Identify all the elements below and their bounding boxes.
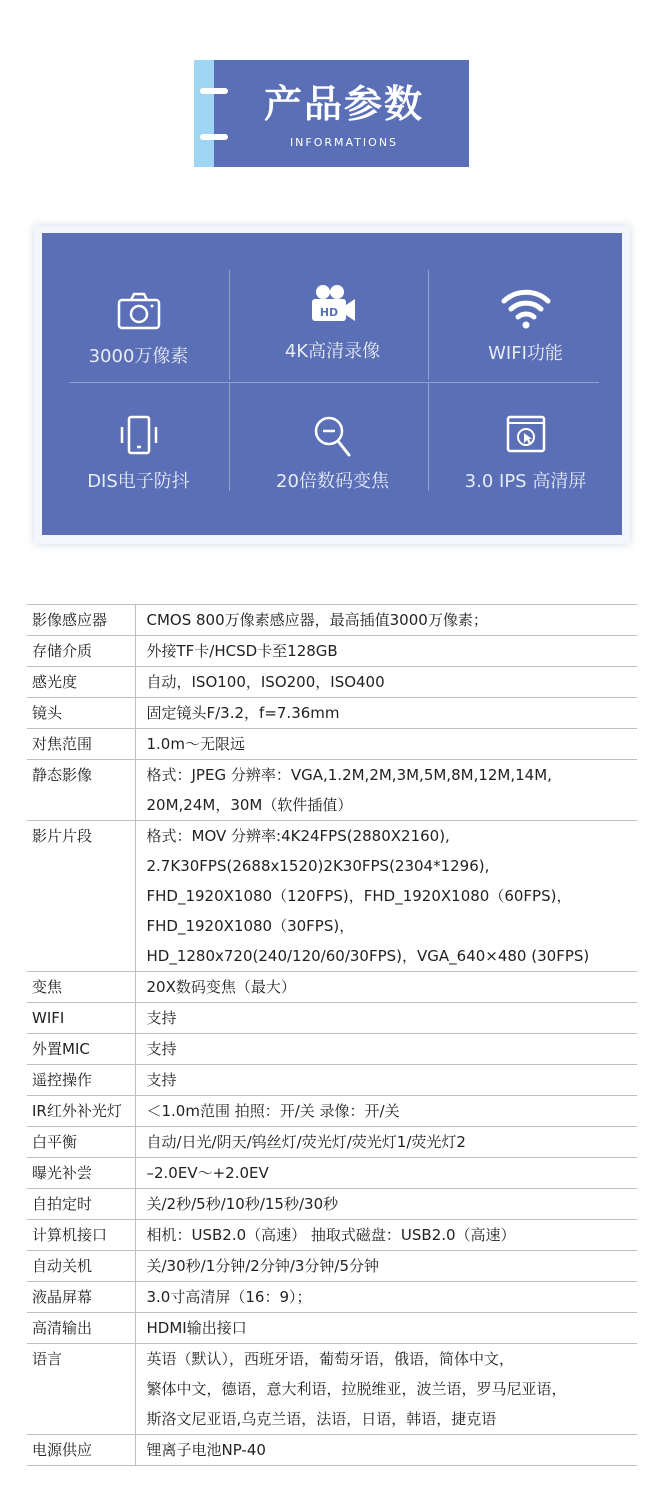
- spec-value: 20X数码变焦（最大）: [135, 972, 637, 1003]
- zoom-magnifier-icon: [303, 413, 363, 459]
- banner-hook-top: [200, 88, 228, 94]
- spec-key: 高清输出: [27, 1313, 135, 1344]
- feature-label: 3000万像素: [88, 346, 189, 367]
- banner-hook-bottom: [200, 134, 228, 140]
- banner-accent-strip: [194, 60, 214, 167]
- spec-row: [27, 698, 637, 729]
- spec-key: 计算机接口: [27, 1220, 135, 1251]
- feature-4k-video: [236, 283, 429, 363]
- spec-row: [27, 972, 637, 1003]
- spec-value: 相机：USB2.0（高速） 抽取式磁盘：USB2.0（高速）: [135, 1220, 637, 1251]
- spec-key: 影片片段: [27, 821, 135, 972]
- spec-key: 变焦: [27, 972, 135, 1003]
- spec-key: 电源供应: [27, 1435, 135, 1466]
- spec-key: 对焦范围: [27, 729, 135, 760]
- spec-row: [27, 1158, 637, 1189]
- spec-row: [27, 1127, 637, 1158]
- feature-label: 4K高清录像: [284, 341, 381, 362]
- spec-row: [27, 1003, 637, 1034]
- divider: [69, 382, 599, 383]
- spec-key: 语言: [27, 1344, 135, 1435]
- spec-row: [27, 1313, 637, 1344]
- spec-value: 锂离子电池NP-40: [135, 1435, 637, 1466]
- page-subtitle: INFORMATIONS: [289, 136, 399, 149]
- hd-video-camera-icon: [303, 283, 363, 329]
- spec-row: [27, 1096, 637, 1127]
- spec-value: 格式：MOV 分辨率:4K24FPS(2880X2160), 2.7K30FPS(2688x1520)2K30FPS(2304*1296), FHD_1920X1080（120FPS)，FHD_1920X1080（60FPS)， FHD_1920X1080（30FPS)， HD_1280x720(240/120/60/30FPS)，VGA_640×480 (30FPS): [135, 821, 637, 972]
- spec-key: WIFI: [27, 1003, 135, 1034]
- phone-shake-icon: [109, 413, 169, 459]
- spec-key: 镜头: [27, 698, 135, 729]
- spec-key: 影像感应器: [27, 605, 135, 636]
- spec-value: 支持: [135, 1003, 637, 1034]
- spec-row: [27, 1435, 637, 1466]
- feature-digital-zoom: [236, 413, 429, 493]
- spec-row: [27, 1220, 637, 1251]
- feature-label: WIFI功能: [488, 343, 563, 364]
- spec-key: 遥控操作: [27, 1065, 135, 1096]
- spec-value: 关/30秒/1分钟/2分钟/3分钟/5分钟: [135, 1251, 637, 1282]
- spec-value: ＜1.0m范围 拍照：开/关 录像：开/关: [135, 1096, 637, 1127]
- spec-value: 3.0寸高清屏（16：9）；: [135, 1282, 637, 1313]
- spec-value: CMOS 800万像素感应器，最高插值3000万像素；: [135, 605, 637, 636]
- page-title: 产品参数: [263, 81, 424, 126]
- feature-wifi: [429, 285, 622, 365]
- camera-icon: [109, 288, 169, 334]
- header-banner: [194, 60, 469, 167]
- spec-key: 白平衡: [27, 1127, 135, 1158]
- spec-value: 固定镜头F/3.2，f=7.36mm: [135, 698, 637, 729]
- feature-megapixels: [42, 288, 235, 368]
- spec-row: [27, 1189, 637, 1220]
- feature-label: DIS电子防抖: [87, 471, 190, 492]
- svg-text:HD: HD: [319, 306, 338, 319]
- spec-row: [27, 821, 637, 972]
- feature-stabilization: [42, 413, 235, 493]
- spec-row: [27, 605, 637, 636]
- spec-key: 曝光补尝: [27, 1158, 135, 1189]
- spec-row: [27, 1344, 637, 1435]
- spec-row: [27, 1251, 637, 1282]
- spec-key: 自动关机: [27, 1251, 135, 1282]
- spec-row: [27, 1065, 637, 1096]
- touch-screen-icon: [496, 413, 556, 459]
- spec-row: [27, 760, 637, 821]
- spec-key: 感光度: [27, 667, 135, 698]
- spec-value: 支持: [135, 1065, 637, 1096]
- spec-value: 自动，ISO100，ISO200，ISO400: [135, 667, 637, 698]
- spec-value: 外接TF卡/HCSD卡至128GB: [135, 636, 637, 667]
- spec-value: 支持: [135, 1034, 637, 1065]
- spec-table-body: [27, 605, 637, 1466]
- spec-row: [27, 667, 637, 698]
- spec-table: [27, 604, 637, 1466]
- spec-row: [27, 729, 637, 760]
- feature-panel: [42, 233, 622, 535]
- spec-key: 外置MIC: [27, 1034, 135, 1065]
- spec-value: 自动/日光/阴天/钨丝灯/荧光灯/荧光灯1/荧光灯2: [135, 1127, 637, 1158]
- spec-value: 关/2秒/5秒/10秒/15秒/30秒: [135, 1189, 637, 1220]
- spec-row: [27, 1282, 637, 1313]
- spec-value: HDMI输出接口: [135, 1313, 637, 1344]
- spec-row: [27, 1034, 637, 1065]
- spec-key: IR红外补光灯: [27, 1096, 135, 1127]
- feature-label: 20倍数码变焦: [276, 471, 389, 492]
- spec-value: 格式：JPEG 分辨率：VGA,1.2M,2M,3M,5M,8M,12M,14M, 20M,24M，30M（软件插值）: [135, 760, 637, 821]
- spec-key: 液晶屏幕: [27, 1282, 135, 1313]
- spec-key: 静态影像: [27, 760, 135, 821]
- spec-value: 英语（默认），西班牙语，葡萄牙语，俄语，简体中文， 繁体中文，德语，意大利语，拉脱维亚，波兰语，罗马尼亚语， 斯洛文尼亚语,乌克兰语，法语，日语，韩语，捷克语: [135, 1344, 637, 1435]
- spec-value: –2.0EV～+2.0EV: [135, 1158, 637, 1189]
- spec-row: [27, 636, 637, 667]
- spec-key: 存储介质: [27, 636, 135, 667]
- feature-label: 3.0 IPS 高清屏: [464, 471, 587, 492]
- feature-ips-screen: [429, 413, 622, 493]
- wifi-icon: [496, 285, 556, 331]
- spec-key: 自拍定时: [27, 1189, 135, 1220]
- spec-value: 1.0m～无限远: [135, 729, 637, 760]
